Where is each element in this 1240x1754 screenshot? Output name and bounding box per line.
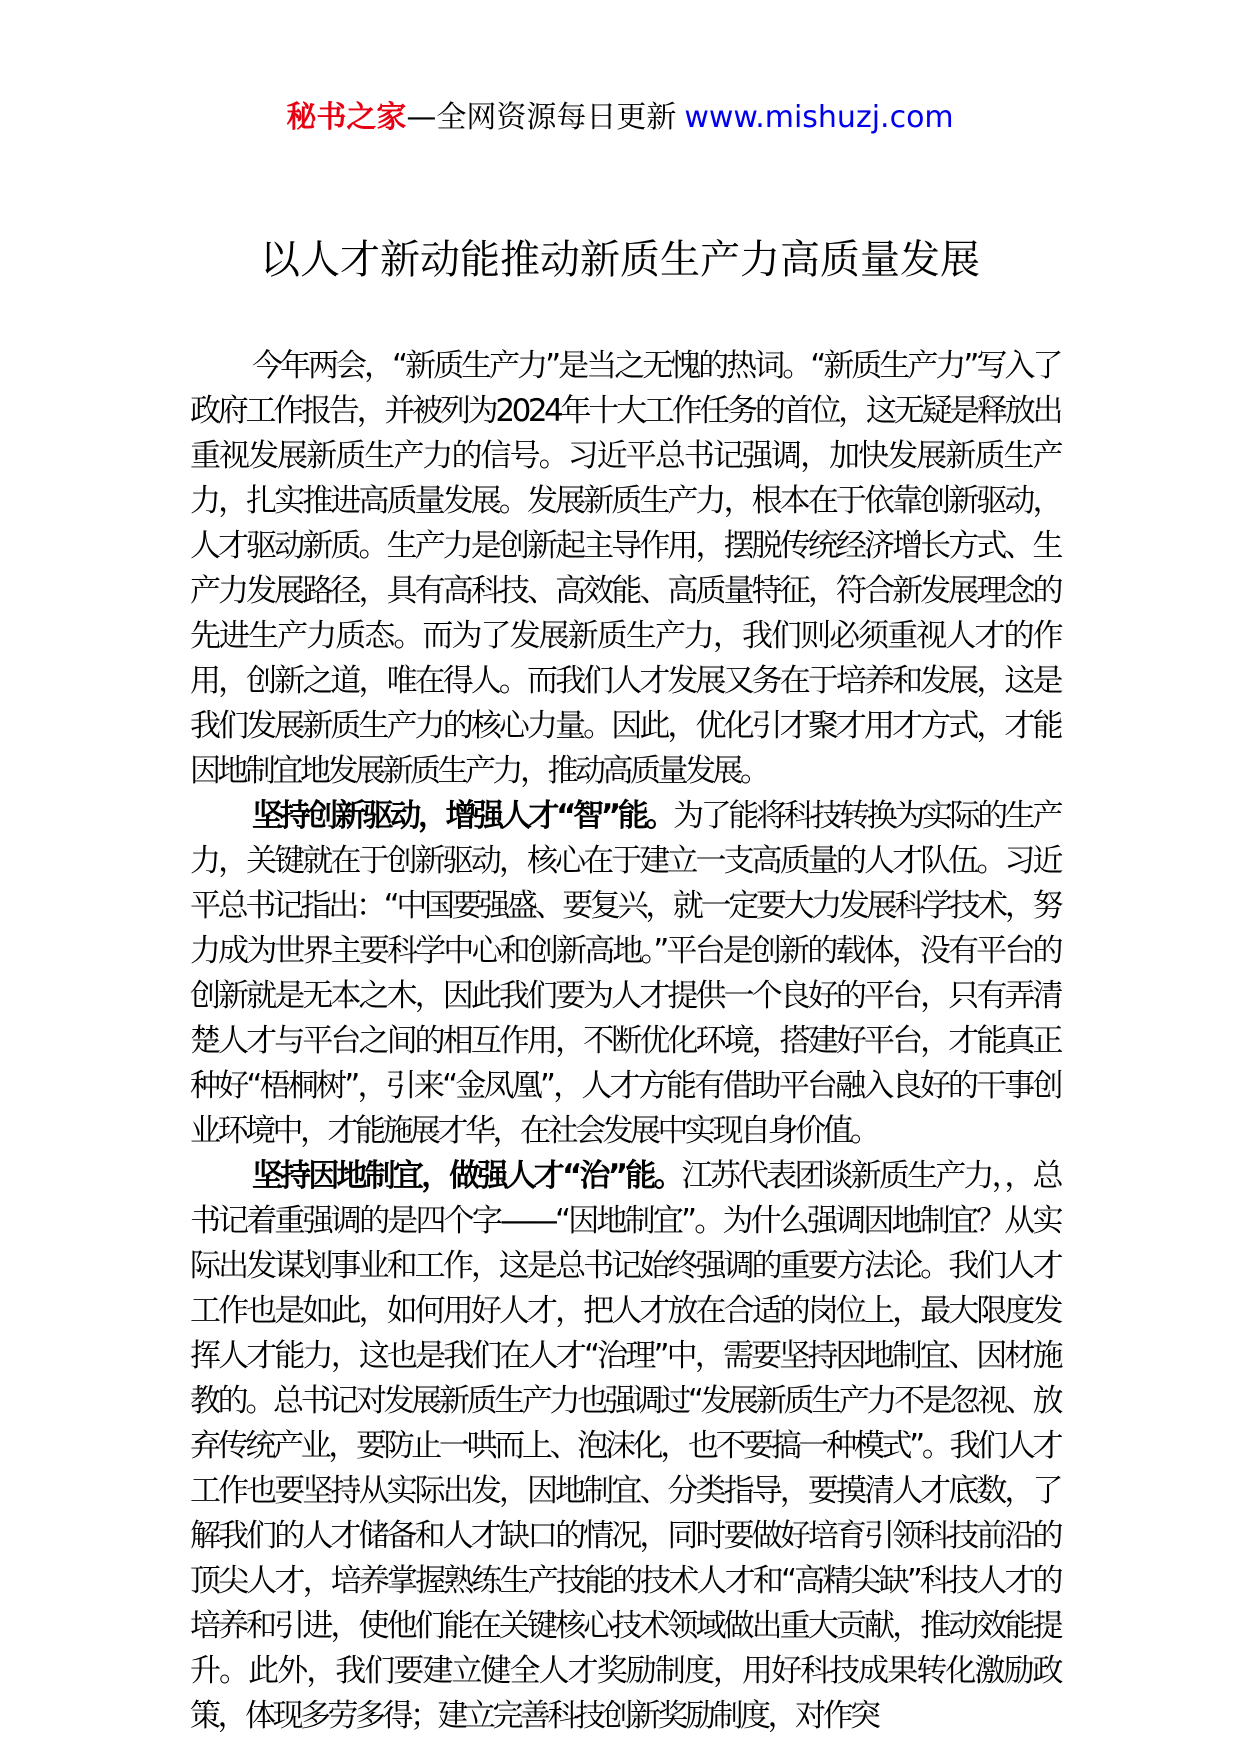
document-body: [190, 344, 1060, 1739]
header-tagline: —全网资源每日更新: [406, 100, 677, 135]
paragraph-lead: 坚持创新驱动，增强人才“智”能。: [252, 798, 674, 834]
brand-name: 秘书之家: [286, 100, 407, 135]
paragraph-text: 为了能将科技转换为实际的生产力，关键就在于创新驱动，核心在于建立一支高质量的人才队伍。习近平总书记指出：“中国要强盛、要复兴，就一定要大力发展科学技术，努力成为世界主要科学中心和创新高地。”平台是创新的载体，没有平台的创新就是无本之木，因此我们要为人才提供一个良好的平台，只有弄清楚人才与平台之间的相互作用，不断优化环境，搭建好平台，才能真正种好“梧桐树”，引来“金凤凰”，人才方能有借助平台融入良好的干事创业环境中，才能施展才华，在社会发展中实现自身价值。: [190, 798, 1060, 1149]
paragraph-intro: [190, 344, 1060, 794]
paragraph-text: 今年两会，“新质生产力”是当之无愧的热词。“新质生产力”写入了政府工作报告，并被列为2024年十大工作任务的首位，这无疑是释放出重视发展新质生产力的信号。习近平总书记强调，加快发展新质生产力，扎实推进高质量发展。发展新质生产力，根本在于依靠创新驱动，人才驱动新质。生产力是创新起主导作用，摆脱传统经济增长方式、生产力发展路径，具有高科技、高效能、高质量特征，符合新发展理念的先进生产力质态。而为了发展新质生产力，我们则必须重视人才的作用，创新之道，唯在得人。而我们人才发展又务在于培养和发展，这是我们发展新质生产力的核心力量。因此，优化引才聚才用才方式，才能因地制宜地发展新质生产力，推动高质量发展。: [190, 348, 1060, 789]
paragraph-text: 江苏代表团谈新质生产力，，总书记着重强调的是四个字——“因地制宜”。为什么强调因地制宜？从实际出发谋划事业和工作，这是总书记始终强调的重要方法论。我们人才工作也是如此，如何用好人才，把人才放在合适的岗位上，最大限度发挥人才能力，这也是我们在人才“治理”中，需要坚持因地制宜、因材施教的。总书记对发展新质生产力也强调过“发展新质生产力不是忽视、放弃传统产业，要防止一哄而上、泡沫化，也不要搞一种模式”。我们人才工作也要坚持从实际出发，因地制宜、分类指导，要摸清人才底数，了解我们的人才储备和人才缺口的情况，同时要做好培育引领科技前沿的顶尖人才，培养掌握熟练生产技能的技术人才和“高精尖缺”科技人才的培养和引进，使他们能在关键核心技术领域做出重大贡献，推动效能提升。此外，我们要建立健全人才奖励制度，用好科技成果转化激励政策，体现多劳多得；建立完善科技创新奖励制度，对作突: [190, 1158, 1061, 1734]
paragraph-innovation: [190, 794, 1060, 1154]
document-title: 以人才新动能推动新质生产力高质量发展: [260, 237, 980, 283]
site-header: [0, 98, 1240, 138]
paragraph-local-conditions: [190, 1154, 1060, 1739]
site-url-link[interactable]: www.mishuzj.com: [684, 100, 954, 135]
paragraph-lead: 坚持因地制宜，做强人才“治”能。: [252, 1158, 682, 1194]
